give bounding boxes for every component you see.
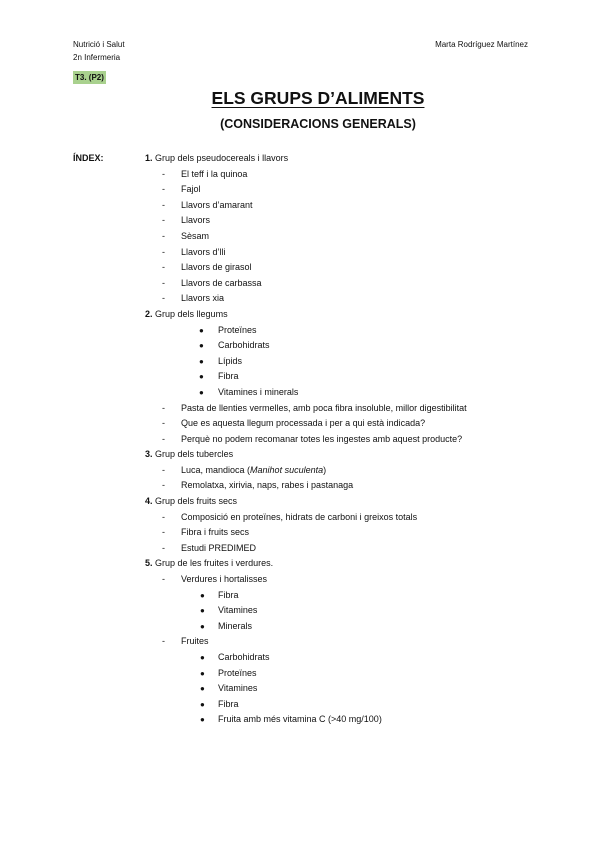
list-item: - Llavors de girasol [162, 262, 252, 273]
list-item: - Sèsam [162, 230, 210, 241]
header-author: Marta Rodríguez Martínez [435, 40, 528, 49]
list-item: ● Fibra [200, 589, 239, 600]
list-item: ● Fibra [199, 371, 239, 382]
page-title: ELS GRUPS D’ALIMENTS [211, 88, 425, 108]
header-subject: Nutrició i Salut [73, 40, 125, 49]
index-list [145, 151, 575, 728]
list-item: - Perquè no podem recomanar totes les ingestes amb aquest producte? [162, 433, 463, 444]
list-item: - Composició en proteïnes, hidrats de carboni i greixos totals [162, 511, 418, 522]
list-item: - Llavors xia [162, 293, 225, 304]
header-left [73, 38, 125, 64]
list-item: ● Vitamines i minerals [199, 386, 299, 397]
section-heading: 1. Grup dels pseudocereals i llavors [145, 153, 289, 163]
index-label: ÍNDEX: [73, 153, 104, 163]
list-item: - Fibra i fruits secs [162, 527, 250, 538]
list-item: - Verdures i hortalisses [162, 574, 268, 585]
list-item: - Fruites [162, 636, 209, 647]
list-item: - Remolatxa, xirivia, naps, rabes i pastanaga [162, 480, 354, 491]
list-item: - Llavors de carbassa [162, 277, 262, 288]
list-item: ● Proteïnes [200, 667, 257, 678]
section-heading: 4. Grup dels fruits secs [145, 496, 238, 507]
list-item: - Pasta de llenties vermelles, amb poca fibra insoluble, millor digestibilitat [162, 402, 467, 413]
list-item: ● Vitamines [200, 605, 258, 616]
list-item: ● Carbohidrats [200, 652, 270, 662]
section-heading: 3. Grup dels tubercles [145, 449, 234, 460]
page-subtitle: (CONSIDERACIONS GENERALS) [220, 117, 416, 131]
list-item: - Que es aquesta llegum processada i per a qui està indicada? [162, 418, 426, 429]
header-course: 2n Infermeria [73, 53, 121, 62]
list-item: - Estudi PREDIMED [162, 542, 257, 553]
list-item: - Llavors d’lli [162, 246, 226, 257]
topic-tag: T3. (P2) [75, 73, 104, 82]
list-item: - Llavors d’amarant [162, 199, 253, 210]
list-item: ● Proteïnes [199, 324, 257, 335]
section-heading: 5. Grup de les fruites i verdures. [145, 558, 274, 569]
list-item: ● Fruita amb més vitamina C (>40 mg/100) [200, 714, 382, 725]
list-item: - Llavors [162, 215, 211, 226]
list-item: - Fajol [162, 184, 201, 195]
list-item: - El teff i la quinoa [162, 168, 248, 179]
list-item: ● Carbohidrats [199, 340, 270, 351]
list-item: ● Fibra [200, 698, 239, 709]
list-item: ● Vitamines [200, 683, 258, 694]
list-item: - Luca, mandioca (Manihot suculenta) [162, 464, 327, 475]
section-heading: 2. Grup dels llegums [145, 308, 228, 319]
list-item: ● Minerals [200, 620, 253, 631]
list-item: ● Lípids [199, 355, 243, 366]
